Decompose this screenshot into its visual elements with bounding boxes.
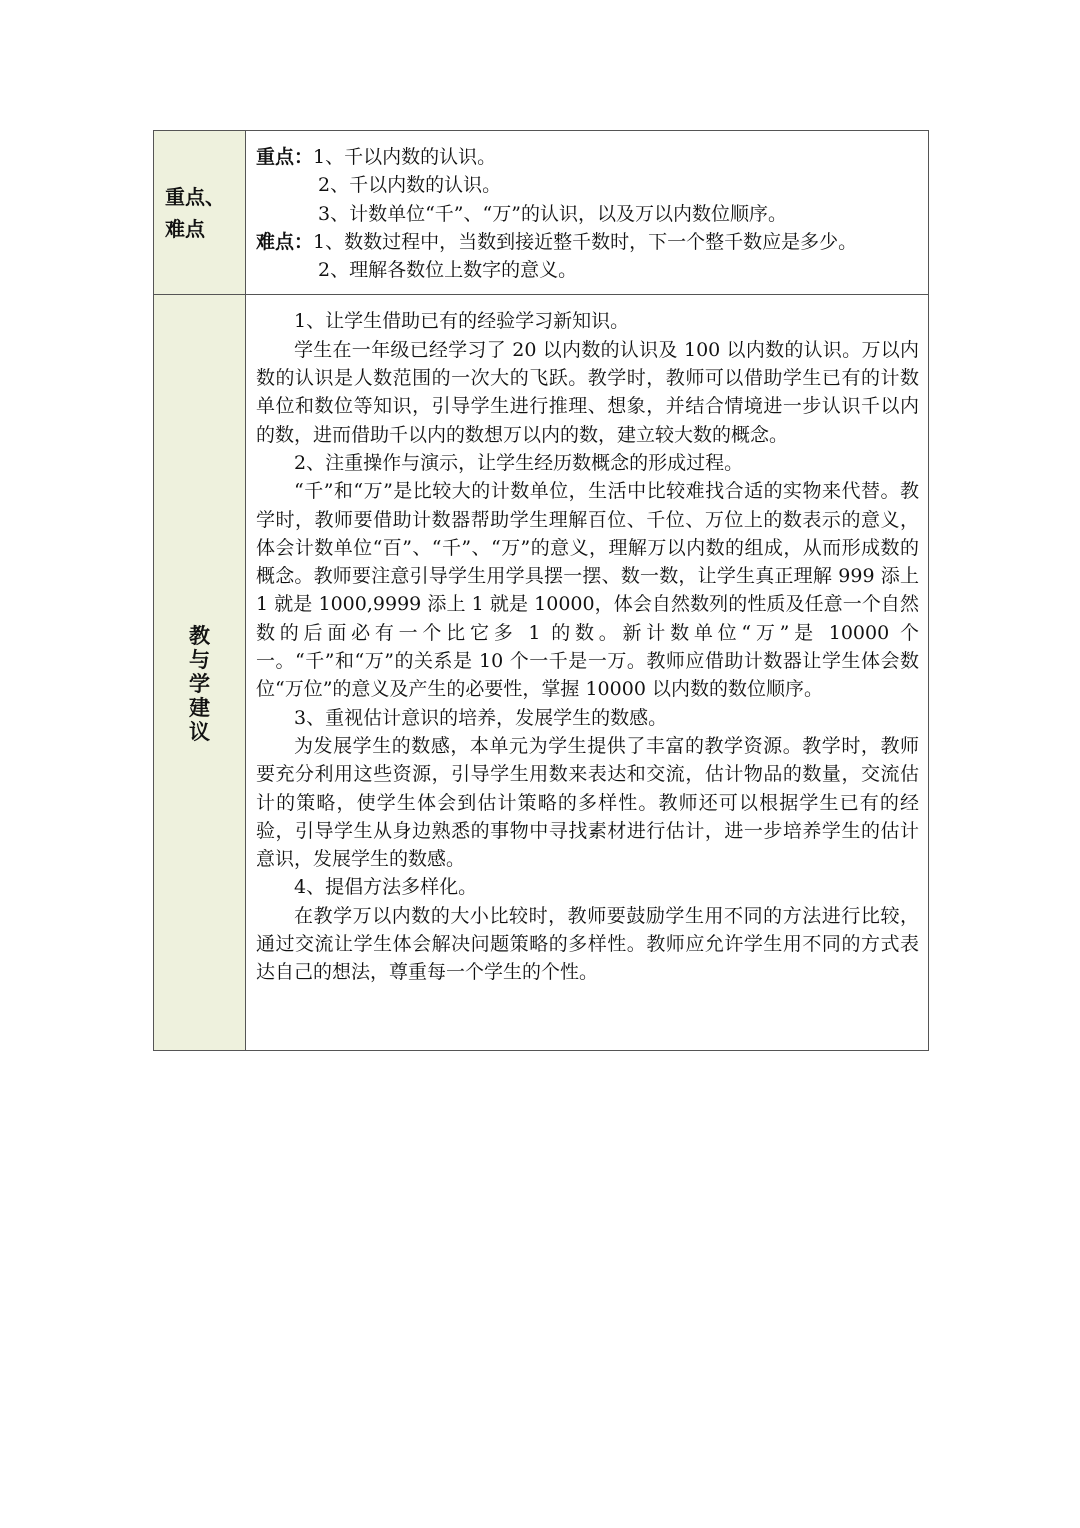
label-line-1: 重点、 [165, 184, 225, 209]
suggestion-heading-1: 1、让学生借助已有的经验学习新知识。 [294, 310, 630, 333]
difficult-points-tag: 难点： [256, 230, 314, 253]
difficult-point-2: 2、理解各数位上数字的意义。 [318, 259, 578, 282]
key-point-2: 2、千以内数的认识。 [318, 174, 502, 197]
key-point-1: 重点：1、千以内数的认识。 [256, 146, 497, 168]
teaching-suggestions-row [154, 295, 929, 1051]
key-difficult-row [154, 131, 929, 295]
key-difficult-content [246, 131, 929, 295]
teaching-suggestions-label-text: 教与学建议 [189, 623, 210, 744]
difficult-point-1: 难点：1、数数过程中，当数到接近整千数时，下一个整千数应是多少。 [256, 230, 858, 253]
key-difficult-label [154, 131, 246, 295]
teaching-suggestions-label [154, 295, 246, 1051]
lesson-plan-table [153, 130, 929, 1051]
teaching-suggestions-content [246, 295, 929, 1051]
suggestion-body-2: “千”和“万”是比较大的计数单位，生活中比较难找合适的实物来代替。教学时，教师要借助计数器帮助学生理解百位、千位、万位上的数表示的意义，体会计数单位“百”、“千”、“万”的意义，理解万以内数的组成，从而形成数的概念。教师要注意引导学生用学具摆一摆、数一数，让学生真正理解 999 添上 1 就是 1000,9999 添上 1 就是 10000，体会自然数列的性质及任意一个自然数的后面必有一个比它多 1 的数。新计数单位“万”是 10000 个一。“千”和“万”的关系是 10 个一千是一万。教师应借助计数器让学生体会数位“万位”的意义及产生的必要性，掌握 10000 以内数的数位顺序。 [256, 480, 919, 701]
suggestion-body-3: 为发展学生的数感，本单元为学生提供了丰富的教学资源。教学时，教师要充分利用这些资源，引导学生用数来表达和交流，估计物品的数量，交流估计的策略，使学生体会到估计策略的多样性。教师还可以根据学生已有的经验，引导学生从身边熟悉的事物中寻找素材进行估计，进一步培养学生的估计意识，发展学生的数感。 [256, 734, 919, 871]
suggestion-heading-4: 4、提倡方法多样化。 [294, 876, 478, 899]
suggestion-body-1: 学生在一年级已经学习了 20 以内数的认识及 100 以内数的认识。万以内数的认识是人数范围的一次大的飞跃。教学时，教师可以借助学生已有的计数单位和数位等知识，引导学生进行推理、想象，并结合情境进一步认识千以内的数，进而借助千以内的数想万以内的数，建立较大数的概念。 [256, 338, 919, 446]
key-point-3: 3、计数单位“千”、“万”的认识，以及万以内数位顺序。 [318, 202, 787, 225]
suggestion-heading-3: 3、重视估计意识的培养，发展学生的数感。 [294, 706, 668, 729]
suggestion-heading-2: 2、注重操作与演示，让学生经历数概念的形成过程。 [294, 451, 744, 474]
key-points-tag: 重点： [256, 146, 314, 168]
suggestion-body-4: 在教学万以内数的大小比较时，教师要鼓励学生用不同的方法进行比较，通过交流让学生体会解决问题策略的多样性。教师应允许学生用不同的方式表达自己的想法，尊重每一个学生的个性。 [256, 904, 919, 984]
label-line-2: 难点 [165, 216, 205, 241]
